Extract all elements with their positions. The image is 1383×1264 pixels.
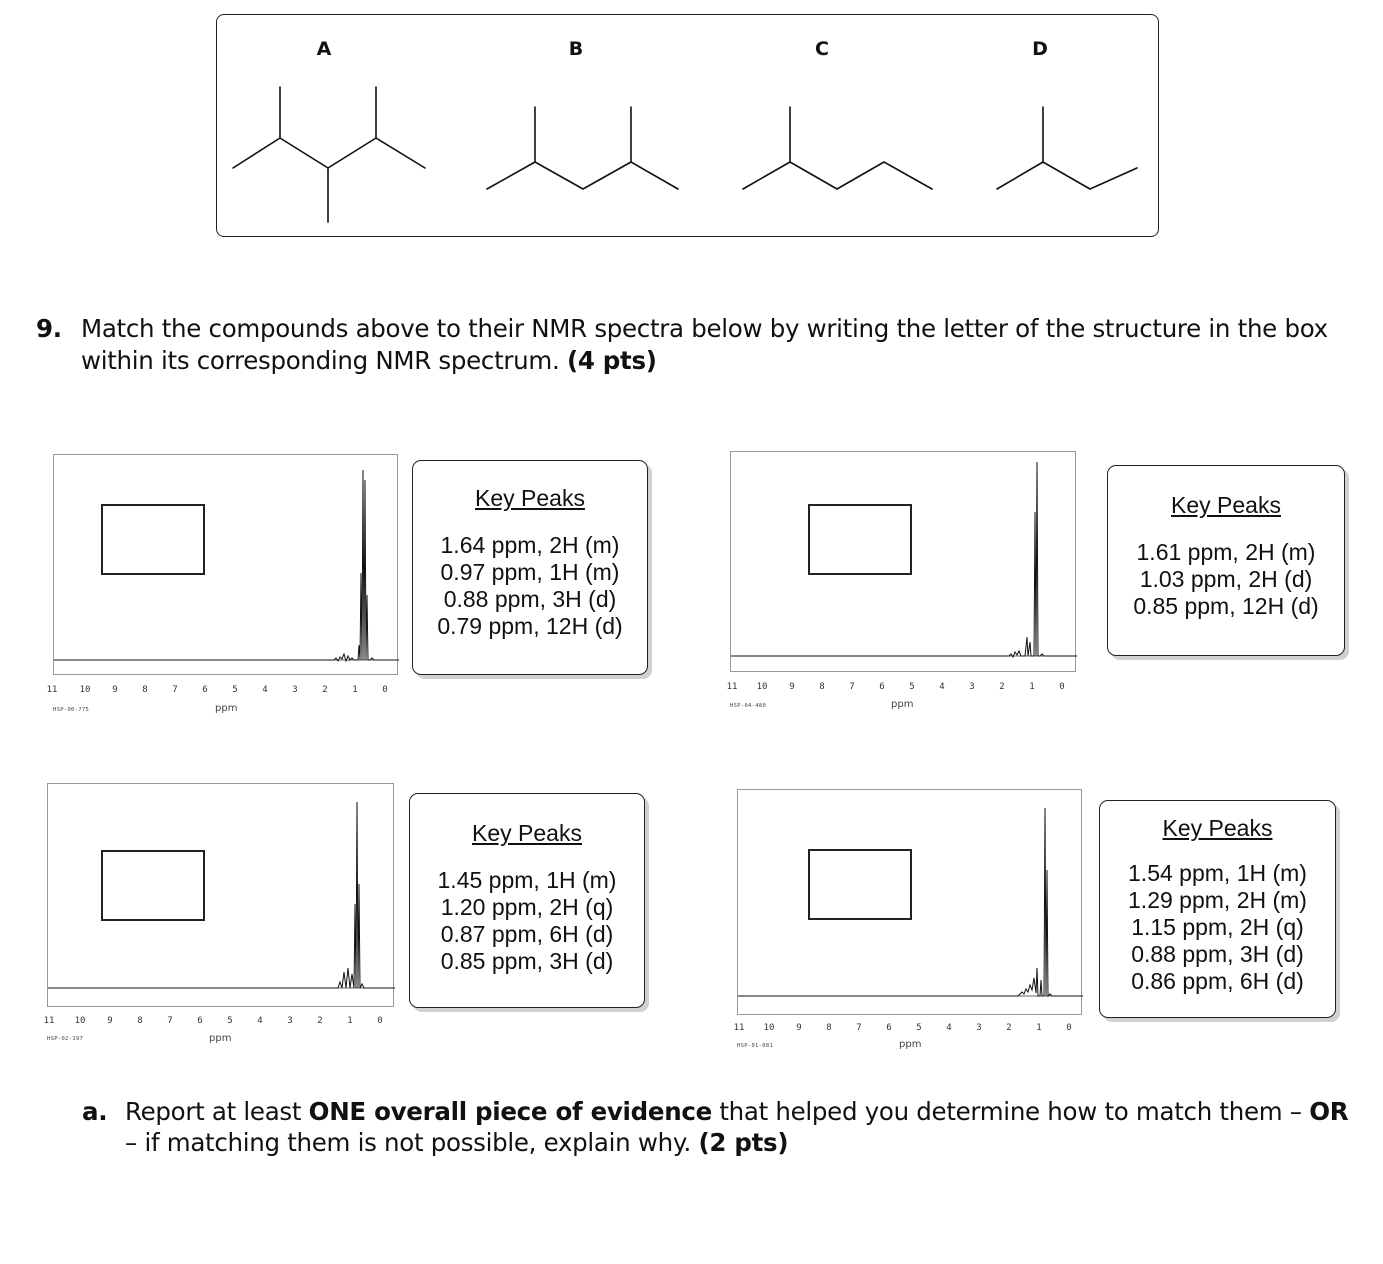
question-points: (4 pts): [566, 346, 657, 375]
peak-line: 0.97 ppm, 1H (m): [440, 559, 620, 585]
tick-label: 0: [1066, 1023, 1072, 1033]
peak-line: 1.54 ppm, 1H (m): [1128, 860, 1307, 886]
structure-label-d: D: [1032, 38, 1048, 60]
part-a-text: Report at least ONE overall piece of evidence that helped you determine how to match them – OR – if matching them is not possible, explain why. (2 pts): [125, 1097, 1349, 1157]
nmr-spectrum-3: [47, 783, 394, 1007]
tick-label: 6: [197, 1016, 203, 1026]
spectrum-1-code: HSP-00-775: [53, 707, 90, 713]
peak-line: 1.03 ppm, 2H (d): [1139, 566, 1313, 592]
structure-d-drawing: [997, 107, 1137, 189]
tick-label: 2: [1006, 1023, 1012, 1033]
peak-line: 0.88 ppm, 3H (d): [443, 586, 617, 612]
tick-label: 0: [382, 685, 388, 695]
tick-label: 3: [292, 685, 298, 695]
tick-label: 10: [74, 1016, 86, 1026]
answer-box-spectrum-3[interactable]: [101, 850, 205, 921]
tick-label: 4: [946, 1023, 952, 1033]
answer-box-spectrum-1[interactable]: [101, 504, 205, 575]
tick-label: 8: [826, 1023, 832, 1033]
tick-label: 3: [976, 1023, 982, 1033]
tick-label: 1: [352, 685, 358, 695]
tick-label: 0: [1059, 682, 1065, 692]
question-9-part-a: [82, 1096, 1352, 1158]
answer-box-spectrum-4[interactable]: [808, 849, 912, 920]
peak-line: 1.29 ppm, 2H (m): [1128, 887, 1307, 913]
peak-line: 0.86 ppm, 6H (d): [1131, 968, 1304, 994]
structure-b-drawing: [487, 107, 678, 189]
key-peaks-title: Key Peaks: [1162, 815, 1273, 841]
tick-label: 2: [322, 685, 328, 695]
peak-line: 1.61 ppm, 2H (m): [1136, 539, 1316, 565]
tick-label: 6: [202, 685, 208, 695]
key-peaks-title: Key Peaks: [472, 820, 582, 846]
peak-line: 1.15 ppm, 2H (q): [1131, 914, 1304, 940]
spectrum-4-ppm-label: ppm: [899, 1039, 922, 1050]
tick-label: 7: [172, 685, 178, 695]
spectrum-4-axis: [733, 1023, 1082, 1063]
peak-line: 1.20 ppm, 2H (q): [440, 894, 614, 920]
spectrum-3-ppm-label: ppm: [209, 1033, 232, 1044]
spectrum-1-ppm-label: ppm: [215, 703, 238, 714]
structure-label-c: C: [815, 38, 829, 60]
answer-box-spectrum-2[interactable]: [808, 504, 912, 575]
tick-label: 8: [142, 685, 148, 695]
key-peaks-panel-1: [412, 460, 648, 675]
key-peaks-title: Key Peaks: [475, 485, 585, 511]
key-peaks-title: Key Peaks: [1171, 492, 1281, 518]
question-9: [36, 313, 1356, 377]
spectrum-2-ppm-label: ppm: [891, 699, 914, 710]
structure-label-a: A: [316, 38, 332, 60]
part-a-points: (2 pts): [698, 1128, 789, 1157]
tick-label: 10: [763, 1023, 775, 1033]
key-peaks-panel-2: [1107, 465, 1345, 656]
skeletal-structures: [217, 15, 1160, 238]
tick-label: 9: [796, 1023, 802, 1033]
spectrum-4-code: HSP-01-081: [737, 1043, 774, 1049]
peak-line: 1.45 ppm, 1H (m): [437, 867, 617, 893]
tick-label: 9: [112, 685, 118, 695]
tick-label: 0: [377, 1016, 383, 1026]
structures-panel: [216, 14, 1159, 237]
question-text: Match the compounds above to their NMR spectra below by writing the letter of the structure in the box within its corresponding NMR spectrum. (4 pts): [81, 314, 1328, 375]
tick-label: 9: [107, 1016, 113, 1026]
tick-label: 5: [909, 682, 915, 692]
tick-label: 10: [79, 685, 91, 695]
tick-label: 3: [287, 1016, 293, 1026]
tick-label: 6: [886, 1023, 892, 1033]
peak-line: 0.79 ppm, 12H (d): [437, 613, 623, 639]
tick-label: 11: [733, 1023, 745, 1033]
tick-label: 5: [227, 1016, 233, 1026]
tick-label: 8: [137, 1016, 143, 1026]
tick-label: 4: [939, 682, 945, 692]
tick-label: 8: [819, 682, 825, 692]
tick-label: 4: [257, 1016, 263, 1026]
tick-label: 1: [1029, 682, 1035, 692]
nmr-spectrum-2: [730, 451, 1076, 672]
peak-line: 0.87 ppm, 6H (d): [440, 921, 614, 947]
tick-label: 7: [167, 1016, 173, 1026]
tick-label: 5: [232, 685, 238, 695]
tick-label: 2: [317, 1016, 323, 1026]
spectrum-3-axis: [43, 1016, 394, 1056]
spectrum-1-axis: [46, 685, 398, 725]
tick-label: 1: [347, 1016, 353, 1026]
peak-line: 0.85 ppm, 3H (d): [440, 948, 614, 974]
peak-line: 1.64 ppm, 2H (m): [440, 532, 620, 558]
tick-label: 1: [1036, 1023, 1042, 1033]
spectrum-2-axis: [726, 682, 1076, 722]
nmr-spectrum-1: [53, 454, 398, 675]
peak-line: 0.85 ppm, 12H (d): [1133, 593, 1319, 619]
peak-line: 0.88 ppm, 3H (d): [1131, 941, 1304, 967]
key-peaks-panel-4: [1099, 800, 1336, 1018]
tick-label: 7: [849, 682, 855, 692]
question-number: 9.: [36, 314, 62, 343]
tick-label: 2: [999, 682, 1005, 692]
structure-a-drawing: [233, 87, 425, 222]
tick-label: 6: [879, 682, 885, 692]
spectrum-2-code: HSP-04-480: [730, 703, 767, 709]
structure-c-drawing: [743, 107, 932, 189]
tick-label: 11: [43, 1016, 55, 1026]
tick-label: 5: [916, 1023, 922, 1033]
structure-label-b: B: [568, 38, 584, 60]
tick-label: 4: [262, 685, 268, 695]
tick-label: 3: [969, 682, 975, 692]
tick-label: 11: [726, 682, 738, 692]
tick-label: 7: [856, 1023, 862, 1033]
key-peaks-panel-3: [409, 793, 645, 1008]
nmr-spectrum-4: [737, 789, 1082, 1015]
spectrum-3-code: HSP-02-197: [47, 1036, 84, 1042]
tick-label: 11: [46, 685, 58, 695]
tick-label: 10: [756, 682, 768, 692]
part-a-letter: a.: [82, 1097, 108, 1126]
tick-label: 9: [789, 682, 795, 692]
